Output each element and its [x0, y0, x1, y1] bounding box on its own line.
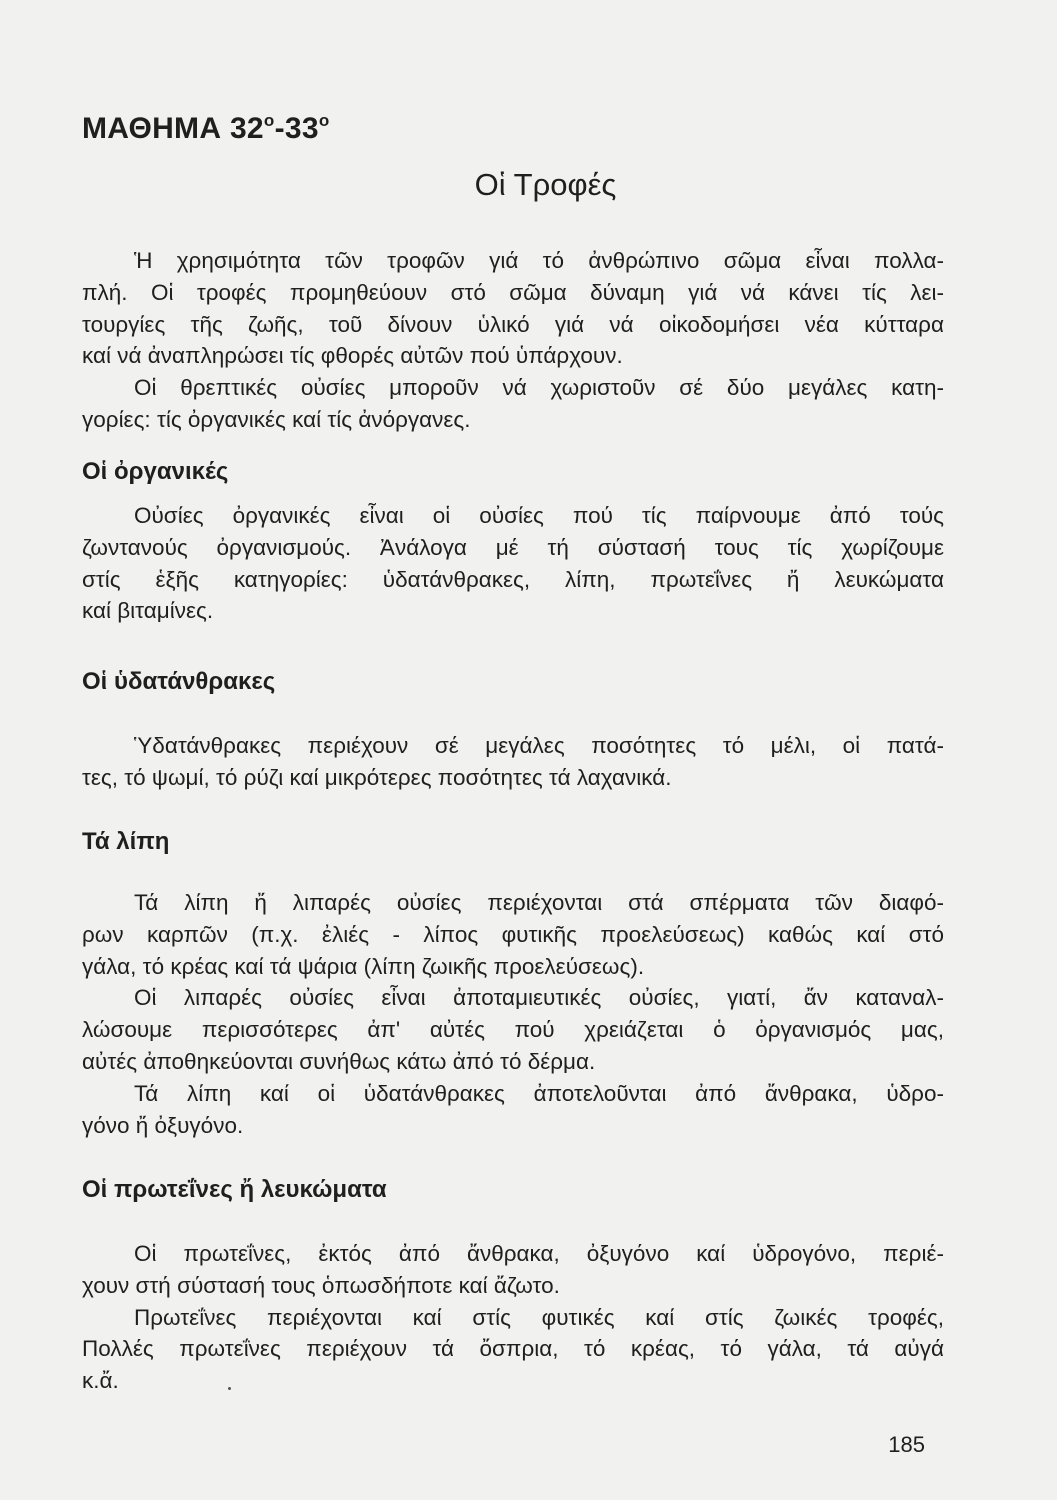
section-heading-carbohydrates: Οἱ ὑδατάνθρακες [82, 668, 276, 695]
organic-paragraph [82, 500, 944, 627]
text-line: Οἱ πρωτεΐνες, ἐκτός ἀπό ἄνθρακα, ὀξυγόνο καί ὑδρογόνο, περιέ- [134, 1241, 944, 1266]
text-line: χουν στή σύστασή τους ὁπωσδήποτε καί ἄζωτο. [82, 1272, 560, 1298]
text-line: Οἱ θρεπτικές οὐσίες μποροῦν νά χωριστοῦν σέ δύο μεγάλες κατη- [134, 375, 944, 401]
text-line: τουργίες τῆς ζωῆς, τοῦ δίνουν ὑλικό γιά νά οἰκοδομήσει νέα κύτταρα [82, 311, 944, 337]
text-line: αὐτές ἀποθηκεύονται συνήθως κάτω ἀπό τό δέρμα. [82, 1048, 596, 1074]
text-line: Οὐσίες ὀργανικές εἶναι οἱ οὐσίες πού τίς παίρνουμε ἀπό τούς [134, 503, 944, 528]
text-line: Τά λίπη καί οἱ ὑδατάνθρακες ἀποτελοῦνται ἀπό ἄνθρακα, ὑδρο- [134, 1080, 944, 1106]
text-line: Τά λίπη ἤ λιπαρές οὐσίες περιέχονται στά σπέρματα τῶν διαφό- [134, 890, 944, 915]
section-heading-organic: Οἱ ὀργανικές [82, 458, 229, 485]
lesson-label: ΜΑΘΗΜΑ $32^o-33^o$ [82, 111, 330, 145]
intro-paragraph [82, 245, 944, 436]
text-line: λώσουμε περισσότερες ἀπ' αὐτές πού χρειάζεται ὁ ὀργανισμός μας, [82, 1017, 944, 1043]
text-line: γόνο ἤ ὀξυγόνο. [82, 1112, 244, 1138]
text-line: ζωντανούς ὀργανισμούς. Ἀνάλογα μέ τή σύστασή τους τίς χωρίζουμε [82, 534, 944, 560]
print-speck [228, 1387, 231, 1390]
section-heading-fats: Τά λίπη [82, 828, 170, 855]
text-line: στίς ἑξῆς κατηγορίες: ὑδατάνθρακες, λίπη, πρωτεΐνες ἤ λευκώματα [82, 566, 944, 592]
text-line: Ὑδατάνθρακες περιέχουν σέ μεγάλες ποσότητες τό μέλι, οἱ πατά- [134, 733, 944, 758]
text-line: Πολλές πρωτεΐνες περιέχουν τά ὄσπρια, τό κρέας, τό γάλα, τά αὐγά [82, 1336, 944, 1362]
lesson-ordinal-1: ο [263, 111, 275, 130]
text-line: γορίες: τίς ὀργανικές καί τίς ἀνόργανες. [82, 406, 471, 432]
carbohydrates-paragraph [82, 730, 944, 794]
text-line: καί νά ἀναπληρώσει τίς φθορές αὐτῶν πού ὑπάρχουν. [82, 343, 623, 369]
text-line: πλή. Οἱ τροφές προμηθεύουν στό σῶμα δύναμη γιά νά κάνει τίς λει- [82, 279, 944, 305]
text-line: καί βιταμίνες. [82, 598, 214, 624]
text-line: τες, τό ψωμί, τό ρύζι καί μικρότερες ποσότητες τά λαχανικά. [82, 764, 672, 790]
text-line: γάλα, τό κρέας καί τά ψάρια (λίπη ζωικῆς προελεύσεως). [82, 953, 645, 979]
lesson-ordinal-2: ο [318, 111, 330, 130]
proteins-paragraph [82, 1238, 944, 1397]
section-heading-proteins: Οἱ πρωτεΐνες ἤ λευκώματα [82, 1176, 387, 1203]
text-line: Οἱ λιπαρές οὐσίες εἶναι ἀποταμιευτικές οὐσίες, γιατί, ἄν καταναλ- [134, 985, 944, 1011]
fats-paragraph [82, 887, 944, 1141]
text-line: κ.ἄ. [82, 1368, 119, 1394]
text-line: Πρωτεΐνες περιέχονται καί στίς φυτικές καί στίς ζωικές τροφές, [134, 1304, 944, 1330]
text-line: Ἡ χρησιμότητα τῶν τροφῶν γιά τό ἀνθρώπινο σῶμα εἶναι πολλα- [134, 248, 944, 273]
page-number: 185 [888, 1432, 925, 1457]
page-title: Οἱ Τροφές [474, 167, 617, 202]
text-line: ρων καρπῶν (π.χ. ἐλιές - λίπος φυτικῆς προελεύσεως) καθώς καί στό [82, 921, 944, 947]
